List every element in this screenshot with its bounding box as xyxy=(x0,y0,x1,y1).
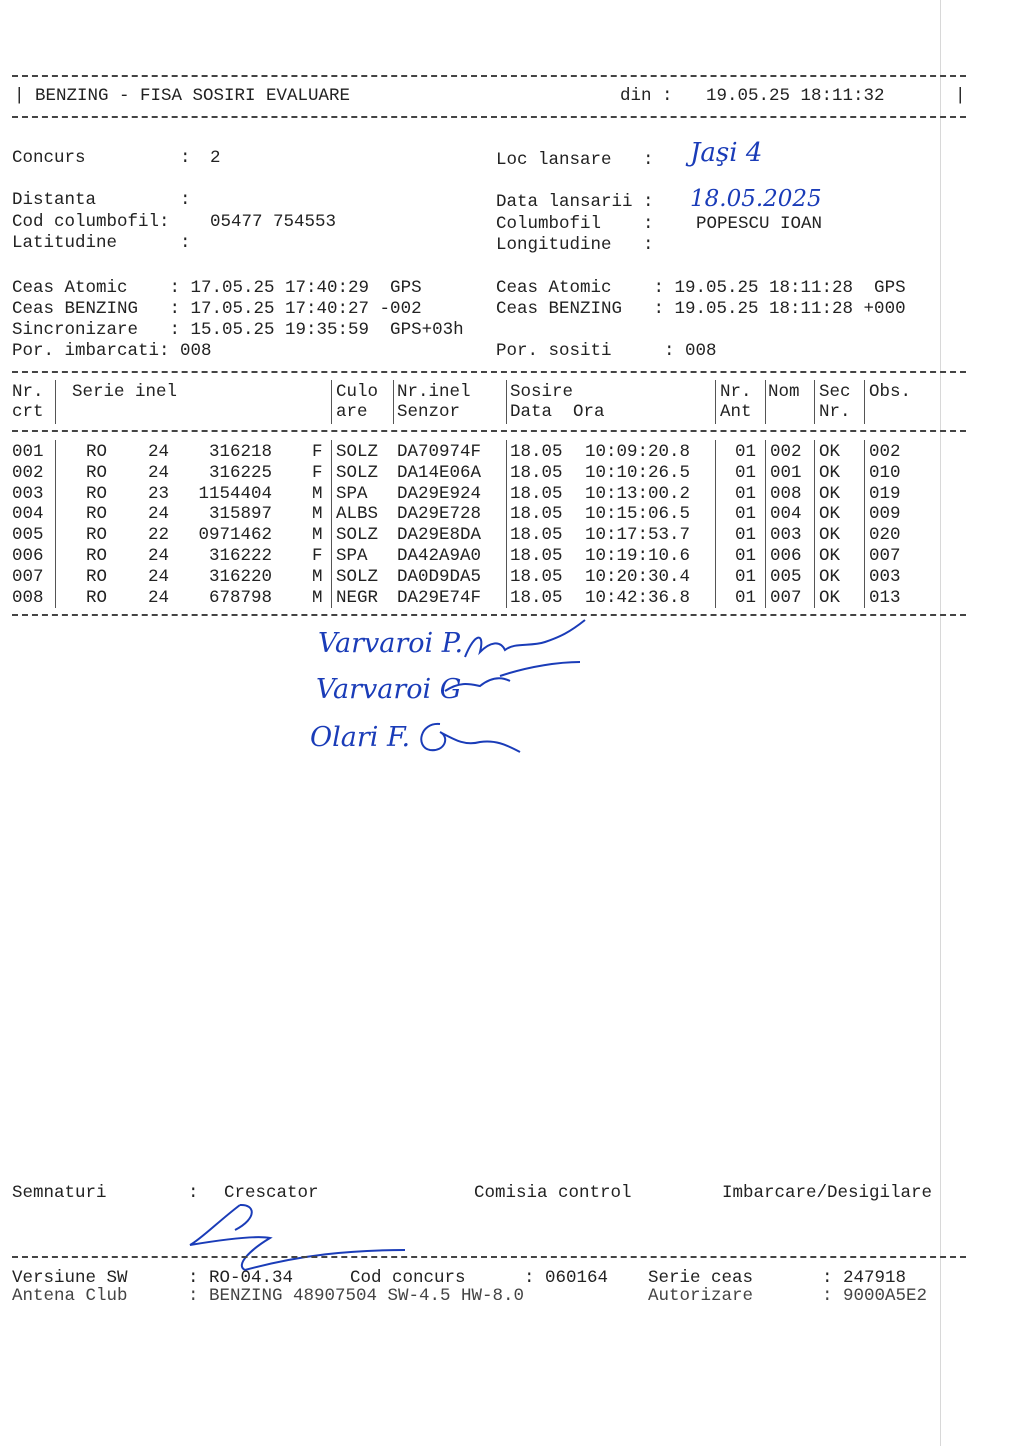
cell-data: 18.05 xyxy=(510,483,563,504)
col-separator xyxy=(765,440,766,608)
divider xyxy=(12,75,966,77)
col-separator xyxy=(55,440,56,608)
cell-sex: F xyxy=(312,462,323,483)
cell-sex: M xyxy=(312,566,323,587)
cell-nom: 008 xyxy=(770,483,802,504)
cell-inel: 315897 xyxy=(208,504,272,525)
cell-sec: OK xyxy=(819,442,841,462)
cell-culoare: SPA xyxy=(336,546,368,566)
col-separator xyxy=(864,380,865,424)
cell-tara: RO xyxy=(86,546,108,566)
cell-nom: 003 xyxy=(770,525,802,546)
cell-inel: 678798 xyxy=(208,587,272,608)
cell-sec: OK xyxy=(819,483,841,504)
signature-3 xyxy=(410,712,530,762)
cell-an: 23 xyxy=(148,483,170,504)
col-header-ant-2: Ant xyxy=(720,402,752,422)
col-header-ant: Nr. xyxy=(720,382,752,402)
ceas-benzing-start: Ceas BENZING : 17.05.25 17:40:27 -002 xyxy=(12,299,422,319)
report-title: | BENZING - FISA SOSIRI EVALUARE xyxy=(14,86,351,106)
col-header-crt: crt xyxy=(12,402,44,422)
cell-ant: 01 xyxy=(735,442,757,462)
cod-concurs-label: Cod concurs xyxy=(350,1268,466,1288)
cell-sex: M xyxy=(312,525,323,546)
cell-inel: 1154404 xyxy=(198,483,272,504)
cell-ora: 10:17:53.7 xyxy=(585,525,691,546)
signature-2 xyxy=(440,656,590,706)
cell-an: 24 xyxy=(148,587,170,608)
versiune-sw-label: Versiune SW xyxy=(12,1268,128,1288)
handwritten-name-1: Varvaroi P. xyxy=(318,628,464,659)
cell-culoare: SOLZ xyxy=(336,525,379,546)
cell-tara: RO xyxy=(86,504,108,525)
cod-concurs-value: : 060164 xyxy=(524,1268,609,1288)
por-sositi: Por. sositi : 008 xyxy=(496,341,717,361)
col-separator xyxy=(765,380,766,424)
cell-sec: OK xyxy=(819,504,841,525)
cell-senzor: DA42A9A0 xyxy=(397,546,482,566)
cell-inel: 316222 xyxy=(208,546,272,566)
divider xyxy=(12,430,966,432)
cell-ora: 10:19:10.6 xyxy=(585,546,691,566)
cell-senzor: DA29E924 xyxy=(397,483,482,504)
cell-nr: 007 xyxy=(12,566,44,587)
col-separator xyxy=(814,380,815,424)
cell-inel: 316225 xyxy=(208,462,272,483)
ceas-atomic-start: Ceas Atomic : 17.05.25 17:40:29 GPS xyxy=(12,278,422,298)
cell-culoare: SOLZ xyxy=(336,442,379,462)
report-datetime: 19.05.25 18:11:32 xyxy=(706,86,885,106)
col-separator xyxy=(331,380,332,424)
cell-tara: RO xyxy=(86,483,108,504)
col-header-data-ora: Data Ora xyxy=(510,402,605,422)
distanta-label: Distanta : xyxy=(12,190,191,210)
cell-an: 24 xyxy=(148,546,170,566)
cod-columbofil-value: 05477 754553 xyxy=(210,212,337,232)
divider xyxy=(12,1256,966,1258)
cell-sec: OK xyxy=(819,566,841,587)
cell-culoare: NEGR xyxy=(336,587,379,608)
cell-nom: 007 xyxy=(770,587,802,608)
concurs-label: Concurs : xyxy=(12,148,191,168)
col-header-nom: Nom xyxy=(768,382,800,402)
cell-ant: 01 xyxy=(735,546,757,566)
cell-tara: RO xyxy=(86,525,108,546)
serie-ceas-value: : 247918 xyxy=(822,1268,907,1288)
cell-nr: 002 xyxy=(12,462,44,483)
cell-data: 18.05 xyxy=(510,546,563,566)
cell-culoare: ALBS xyxy=(336,504,379,525)
cell-culoare: SOLZ xyxy=(336,566,379,587)
cell-obs: 007 xyxy=(869,546,901,566)
cell-nr: 003 xyxy=(12,483,44,504)
cell-tara: RO xyxy=(86,566,108,587)
cell-an: 24 xyxy=(148,462,170,483)
cell-obs: 009 xyxy=(869,504,901,525)
data-lansarii-handwritten: 18.05.2025 xyxy=(690,186,822,212)
longitudine-label: Longitudine : xyxy=(496,235,654,255)
cell-sec: OK xyxy=(819,525,841,546)
divider xyxy=(12,116,966,118)
cell-ant: 01 xyxy=(735,462,757,483)
cell-obs: 010 xyxy=(869,462,901,483)
cell-nr: 005 xyxy=(12,525,44,546)
col-header-obs: Obs. xyxy=(869,382,912,402)
cell-an: 24 xyxy=(148,442,170,462)
loc-lansare-label: Loc lansare : xyxy=(496,150,654,170)
cell-senzor: DA29E728 xyxy=(397,504,482,525)
cell-nom: 002 xyxy=(770,442,802,462)
cell-nr: 006 xyxy=(12,546,44,566)
cell-tara: RO xyxy=(86,587,108,608)
columbofil-value: POPESCU IOAN xyxy=(696,214,823,234)
cell-nom: 006 xyxy=(770,546,802,566)
cell-sex: M xyxy=(312,587,323,608)
cell-ant: 01 xyxy=(735,566,757,587)
col-header-nr: Nr. xyxy=(12,382,44,402)
din-label: din : xyxy=(620,86,673,106)
latitudine-label: Latitudine : xyxy=(12,233,191,253)
col-header-sec: Sec xyxy=(819,382,851,402)
col-header-sec-2: Nr. xyxy=(819,402,851,422)
cell-culoare: SOLZ xyxy=(336,462,379,483)
cell-sex: F xyxy=(312,442,323,462)
cell-ant: 01 xyxy=(735,504,757,525)
header-right-bar: | xyxy=(955,86,966,106)
cell-tara: RO xyxy=(86,442,108,462)
col-header-are: are xyxy=(336,402,368,422)
cell-inel: 0971462 xyxy=(198,525,272,546)
cell-sec: OK xyxy=(819,587,841,608)
cell-obs: 002 xyxy=(869,442,901,462)
imbarcare-label: Imbarcare/Desigilare xyxy=(722,1183,933,1203)
cell-ant: 01 xyxy=(735,587,757,608)
col-separator xyxy=(331,440,332,608)
cell-an: 22 xyxy=(148,525,170,546)
cell-data: 18.05 xyxy=(510,525,563,546)
cell-senzor: DA70974F xyxy=(397,442,482,462)
cell-an: 24 xyxy=(148,566,170,587)
col-header-senzor-2: Senzor xyxy=(397,402,461,422)
cell-senzor: DA29E74F xyxy=(397,587,482,608)
serie-ceas-label: Serie ceas xyxy=(648,1268,754,1288)
cell-ora: 10:13:00.2 xyxy=(585,483,691,504)
semnaturi-colon: : xyxy=(188,1183,199,1203)
cell-nom: 004 xyxy=(770,504,802,525)
ceas-benzing-end: Ceas BENZING : 19.05.25 18:11:28 +000 xyxy=(496,299,906,319)
cell-sec: OK xyxy=(819,546,841,566)
cell-obs: 003 xyxy=(869,566,901,587)
page-edge-line xyxy=(940,0,941,1446)
cell-data: 18.05 xyxy=(510,462,563,483)
versiune-sw-value: : RO-04.34 xyxy=(188,1268,294,1288)
antena-club-label: Antena Club xyxy=(12,1286,128,1306)
loc-lansare-handwritten: Jaşi 4 xyxy=(690,138,763,168)
handwritten-name-2: Varvaroi G xyxy=(316,674,462,705)
ceas-atomic-end: Ceas Atomic : 19.05.25 18:11:28 GPS xyxy=(496,278,906,298)
cell-nr: 008 xyxy=(12,587,44,608)
por-imbarcati: Por. imbarcati: 008 xyxy=(12,341,212,361)
comisia-control-label: Comisia control xyxy=(474,1183,632,1203)
handwritten-name-3: Olari F. xyxy=(310,722,411,753)
cell-sex: M xyxy=(312,504,323,525)
cell-senzor: DA29E8DA xyxy=(397,525,482,546)
cell-nom: 005 xyxy=(770,566,802,587)
autorizare-value: : 9000A5E2 xyxy=(822,1286,928,1306)
cod-columbofil-label: Cod columbofil: xyxy=(12,212,170,232)
cell-data: 18.05 xyxy=(510,587,563,608)
col-header-culoare: Culo xyxy=(336,382,379,402)
cell-ora: 10:20:30.4 xyxy=(585,566,691,587)
antena-club-value: : BENZING 48907504 SW-4.5 HW-8.0 xyxy=(188,1286,525,1306)
cell-ora: 10:10:26.5 xyxy=(585,462,691,483)
cell-obs: 019 xyxy=(869,483,901,504)
cell-sex: M xyxy=(312,483,323,504)
col-separator xyxy=(506,380,507,424)
col-separator xyxy=(393,380,394,424)
cell-sec: OK xyxy=(819,462,841,483)
cell-inel: 316218 xyxy=(208,442,272,462)
col-separator xyxy=(715,440,716,608)
col-header-serie: Serie inel xyxy=(72,382,178,402)
sincronizare-line: Sincronizare : 15.05.25 19:35:59 GPS+03h xyxy=(12,320,464,340)
col-header-senzor: Nr.inel xyxy=(397,382,471,402)
cell-inel: 316220 xyxy=(208,566,272,587)
cell-ora: 10:15:06.5 xyxy=(585,504,691,525)
cell-sex: F xyxy=(312,546,323,566)
cell-obs: 013 xyxy=(869,587,901,608)
cell-data: 18.05 xyxy=(510,566,563,587)
autorizare-label: Autorizare xyxy=(648,1286,754,1306)
cell-obs: 020 xyxy=(869,525,901,546)
col-separator xyxy=(814,440,815,608)
cell-culoare: SPA xyxy=(336,483,368,504)
columbofil-label: Columbofil : xyxy=(496,214,654,234)
col-header-sosire: Sosire xyxy=(510,382,574,402)
concurs-value: 2 xyxy=(210,148,221,168)
cell-ora: 10:42:36.8 xyxy=(585,587,691,608)
col-separator xyxy=(506,440,507,608)
col-separator xyxy=(864,440,865,608)
data-lansarii-label: Data lansarii : xyxy=(496,192,654,212)
col-separator xyxy=(55,380,56,424)
cell-data: 18.05 xyxy=(510,504,563,525)
cell-nr: 001 xyxy=(12,442,44,462)
cell-tara: RO xyxy=(86,462,108,483)
cell-nr: 004 xyxy=(12,504,44,525)
cell-senzor: DA14E06A xyxy=(397,462,482,483)
col-separator xyxy=(715,380,716,424)
semnaturi-label: Semnaturi xyxy=(12,1183,107,1203)
cell-nom: 001 xyxy=(770,462,802,483)
cell-ant: 01 xyxy=(735,525,757,546)
cell-ora: 10:09:20.8 xyxy=(585,442,691,462)
cell-ant: 01 xyxy=(735,483,757,504)
divider xyxy=(12,371,966,373)
cell-senzor: DA0D9DA5 xyxy=(397,566,482,587)
cell-data: 18.05 xyxy=(510,442,563,462)
crescator-label: Crescator xyxy=(224,1183,319,1203)
cell-an: 24 xyxy=(148,504,170,525)
